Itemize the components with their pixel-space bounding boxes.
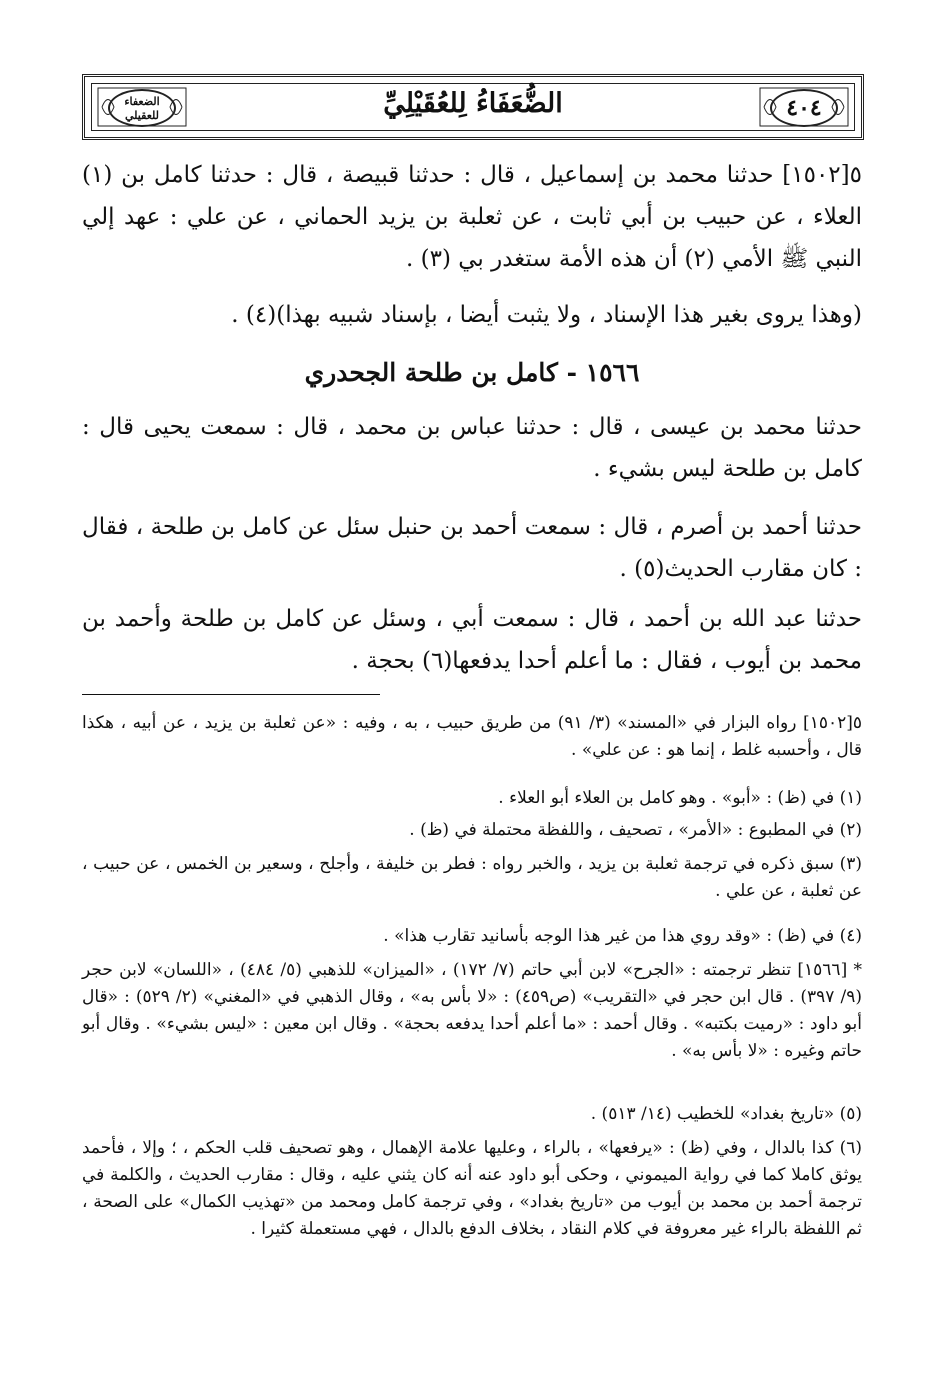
footnote-separator <box>82 694 380 695</box>
page-number: ٤٠٤ <box>770 89 838 127</box>
hadith-1502: ٥[١٥٠٢] حدثنا محمد بن إسماعيل ، قال : حدثنا قبيصة ، قال : حدثنا كامل بن (١) العلاء ، عن حبيب بن أبي ثابت ، عن ثعلبة بن يزيد الحماني ، عن علي : عهد إلي النبي ﷺ الأمي (٢) أن هذه الأمة ستغدر بي (٣) . <box>82 162 862 272</box>
header-frame <box>91 83 855 131</box>
book-seal: الضعفاء للعقيلي <box>108 89 176 127</box>
footnote-5: (٥) «تاريخ بغداد» للخطيب (١٤/ ٥١٣) . <box>590 1104 862 1124</box>
page-header <box>82 74 864 140</box>
running-title: الضُّعَفَاءُ لِلعُقَيْلِيِّ <box>383 88 563 119</box>
page-number-ornament <box>754 84 854 130</box>
entry-title-1566: ١٥٦٦ - كامل بن طلحة الجحدري <box>304 358 640 387</box>
narration-3: حدثنا عبد الله بن أحمد ، قال : سمعت أبي ، وسئل عن كامل بن طلحة وأحمد بن محمد بن أيوب ، فقال : ما أعلم أحدا يدفعها(٦) بحجة . <box>82 606 862 674</box>
footnote-1: (١) في (ظ) : «أبو» . وهو كامل بن العلاء أبو العلاء . <box>498 788 862 808</box>
editor-note-paragraph: (وهذا يروى بغير هذا الإسناد ، ولا يثبت أيضا ، بإسناد شبيه بهذا)(٤) . <box>231 302 862 328</box>
footnote-3: (٣) سبق ذكره في ترجمة ثعلبة بن يزيد ، والخبر رواه : فطر بن خليفة ، وأجلح ، وسعير بن الخمس ، عن حبيب ، عن ثعلبة ، عن علي . <box>82 854 862 901</box>
narration-2: حدثنا أحمد بن أصرم ، قال : سمعت أحمد بن حنبل سئل عن كامل بن طلحة ، فقال : كان مقارب الحديث(٥) . <box>82 514 862 582</box>
footnote-1502: ٥[١٥٠٢] رواه البزار في «المسند» (٣/ ٩١) من طريق حبيب ، به ، وفيه : «عن ثعلبة بن يزيد ، عن أبيه ، هكذا قال ، وأحسبه غلط ، إنما هو : عن علي» . <box>82 713 862 760</box>
footnote-4: (٤) في (ظ) : «وقد روي هذا من غير هذا الوجه بأسانيد تقارب هذا» . <box>383 926 862 946</box>
narration-1: حدثنا محمد بن عيسى ، قال : حدثنا عباس بن محمد ، قال : سمعت يحيى قال : كامل بن طلحة ليس بشيء . <box>82 414 862 482</box>
footnote-6: (٦) كذا بالدال ، وفي (ظ) : «يرفعها» ، بالراء ، وعليها علامة الإهمال ، وهو تصحيف قلب الحكم ، ؛ وإلا ، فأحمد يوثق كاملا كما في رواية الميموني ، وحكى أبو داود عنه أنه كان يثني عليه ، وقال : مقارب الحديث ، والكلمة في ترجمة أحمد بن محمد بن أيوب من «تاريخ بغداد» ، وفي ترجمة كامل ومحمد من «تهذيب الكمال» على الصحة ، ثم اللفظة بالراء غير معروفة في كلام النقاد ، بخلاف الدفع بالدال ، فهي مستعملة كثيرا . <box>82 1138 862 1239</box>
footnote-1566: * [١٥٦٦] تنظر ترجمته : «الجرح» لابن أبي حاتم (٧/ ١٧٢) ، «الميزان» للذهبي (٥/ ٤٨٤) ، «اللسان» لابن حجر (٩/ ٣٩٧) . قال ابن حجر في «التقريب» (ص٤٥٩) : «لا بأس به» ، وقال الذهبي في «المغني» (٢/ ٥٢٩) : «قال أبو داود : «رميت بكتبه» . وقال أحمد : «ما أعلم أحدا يدفعه بحجة» . وقال ابن معين : «ليس بشيء» . وقال أبو حاتم وغيره : «لا بأس به» . <box>82 960 862 1061</box>
book-seal-ornament <box>92 84 192 130</box>
footnote-2: (٢) في المطبوع : «الأمر» ، تصحيف ، واللفظة محتملة في (ظ) . <box>409 820 862 840</box>
